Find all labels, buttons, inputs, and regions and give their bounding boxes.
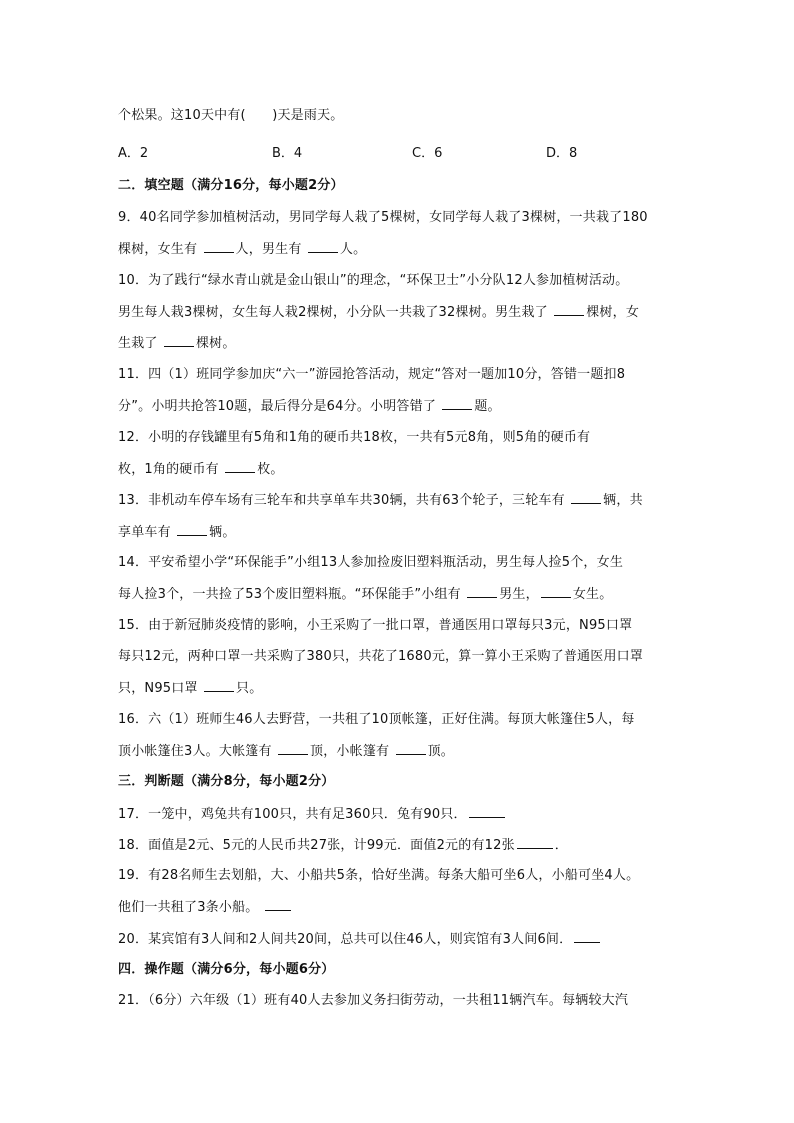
answer-blank[interactable] [571, 490, 601, 504]
option-b: B．4 [272, 146, 303, 161]
q12-line-1: 12．小明的存钱罐里有5角和1角的硬币共18枚，一共有5元8角，则5角的硬币有 [118, 430, 591, 445]
answer-blank[interactable] [541, 584, 571, 598]
section-heading-fill-blank: 二．填空题（满分16分，每小题2分） [118, 178, 344, 193]
answer-blank[interactable] [265, 897, 291, 911]
q16-line-1: 16．六（1）班师生46人去野营，一共租了10顶帐篷，正好住满。每顶大帐篷住5人，每 [118, 712, 635, 727]
answer-blank[interactable] [574, 929, 600, 943]
q13-line-2: 享单车有 辆。 [118, 522, 688, 543]
q9-line-2: 棵树，女生有 人，男生有 人。 [118, 239, 688, 260]
answer-blank[interactable] [517, 835, 553, 849]
option-c: C．6 [412, 146, 443, 161]
answer-blank[interactable] [554, 302, 584, 316]
q10-line-1: 10．为了践行“绿水青山就是金山银山”的理念，“环保卫士”小分队12人参加植树活动。 [118, 273, 629, 288]
q19-line-2: 他们一共租了3条小船。 [118, 897, 688, 918]
answer-blank[interactable] [177, 522, 207, 536]
q14-line-1: 14．平安希望小学“环保能手”小组13人参加捡废旧塑料瓶活动，男生每人捡5个，女生 [118, 555, 624, 570]
answer-blank[interactable] [225, 459, 255, 473]
q10-line-3: 生栽了 棵树。 [118, 333, 688, 354]
q21-line-1: 21．（6分）六年级（1）班有40人去参加义务扫街劳动，一共租11辆汽车。每辆较大汽 [118, 993, 629, 1008]
answer-blank[interactable] [164, 333, 194, 347]
answer-blank[interactable] [204, 239, 234, 253]
q13-line-1: 13．非机动车停车场有三轮车和共享单车共30辆，共有63个轮子，三轮车有 辆，共 [118, 490, 688, 511]
q11-line-1: 11．四（1）班同学参加庆“六一”游园抢答活动，规定“答对一题加10分，答错一题扣8 [118, 367, 626, 382]
section-heading-operation: 四．操作题（满分6分，每小题6分） [118, 962, 335, 977]
q17-line: 17．一笼中，鸡兔共有100只，共有足360只．兔有90只． [118, 804, 688, 825]
q9-line-1: 9．40名同学参加植树活动，男同学每人栽了5棵树，女同学每人栽了3棵树，一共栽了180 [118, 210, 648, 225]
answer-blank[interactable] [204, 678, 234, 692]
answer-blank[interactable] [278, 741, 308, 755]
q11-line-2: 分”。小明共抢答10题，最后得分是64分。小明答错了 题。 [118, 396, 688, 417]
q16-line-2: 顶小帐篷住3人。大帐篷有 顶，小帐篷有 顶。 [118, 741, 688, 762]
q18-line: 18．面值是2元、5元的人民币共27张，计99元．面值2元的有12张 ． [118, 835, 688, 856]
q15-line-1: 15．由于新冠肺炎疫情的影响，小王采购了一批口罩，普通医用口罩每只3元，N95口罩 [118, 618, 633, 633]
q20-line: 20．某宾馆有3人间和2人间共20间，总共可以住46人，则宾馆有3人间6间． [118, 929, 688, 950]
q8-continuation: 个松果。这10天中有( )天是雨天。 [118, 108, 344, 123]
q19-line-1: 19．有28名师生去划船，大、小船共5条，恰好坐满。每条大船可坐6人，小船可坐4人。 [118, 868, 640, 883]
section-heading-true-false: 三．判断题（满分8分，每小题2分） [118, 774, 335, 789]
q12-line-2: 枚，1角的硬币有 枚。 [118, 459, 688, 480]
answer-blank[interactable] [442, 396, 472, 410]
answer-blank[interactable] [467, 584, 497, 598]
option-d: D．8 [546, 146, 578, 161]
q15-line-2: 每只12元，两种口罩一共采购了380只，共花了1680元，算一算小王采购了普通医用口罩 [118, 649, 644, 664]
answer-blank[interactable] [308, 239, 338, 253]
q15-line-3: 只，N95口罩 只。 [118, 678, 688, 699]
answer-blank[interactable] [396, 741, 426, 755]
option-a: A．2 [118, 146, 149, 161]
q14-line-2: 每人捡3个，一共捡了53个废旧塑料瓶。“环保能手”小组有 男生， 女生。 [118, 584, 688, 605]
answer-blank[interactable] [469, 804, 505, 818]
q10-line-2: 男生每人栽3棵树，女生每人栽2棵树，小分队一共栽了32棵树。男生栽了 棵树，女 [118, 302, 688, 323]
